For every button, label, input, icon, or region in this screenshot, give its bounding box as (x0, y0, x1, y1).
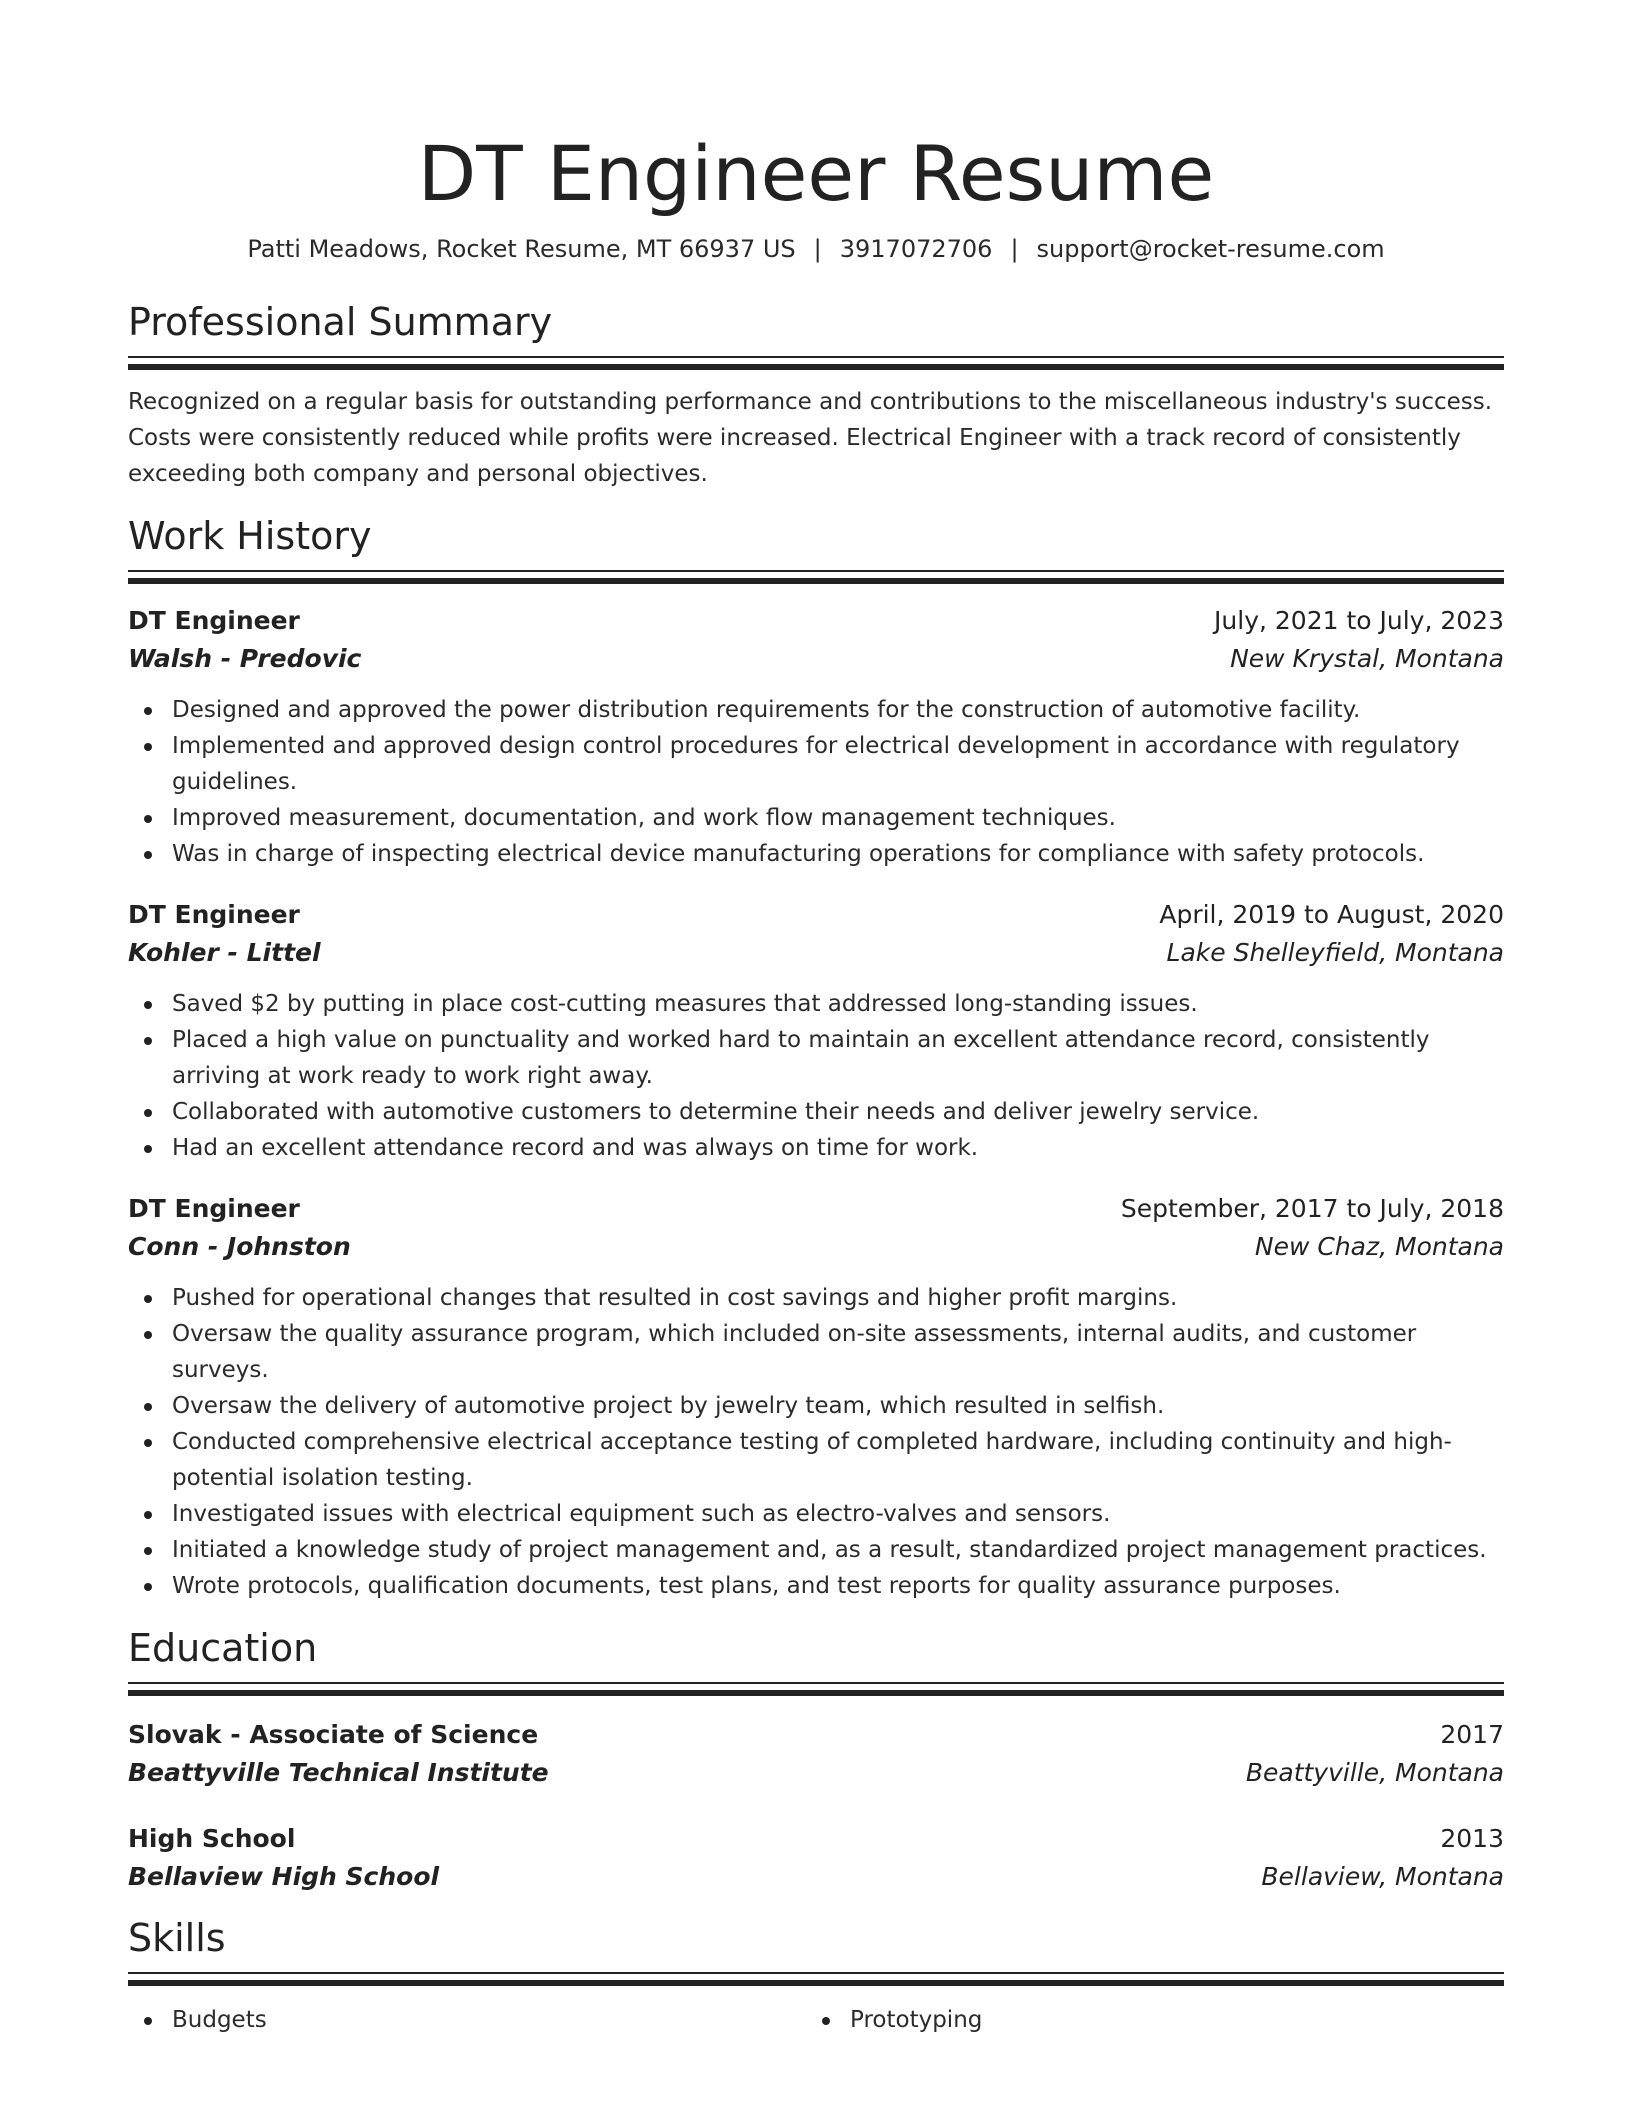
education-section (128, 1624, 1504, 1896)
job-header-row (128, 896, 1504, 934)
education-location: Bellaview, Montana (1261, 1862, 1504, 1891)
education-degree: High School (128, 1824, 296, 1853)
job-title: DT Engineer (128, 606, 300, 635)
contact-address: Patti Meadows, Rocket Resume, MT 66937 US (247, 235, 796, 263)
job-company: Walsh - Predovic (128, 644, 362, 673)
section-rule (128, 1972, 1504, 1974)
job-entry (128, 1190, 1504, 1604)
job-bullets (128, 986, 1504, 1166)
education-header-row (128, 1716, 1504, 1754)
list-item: Investigated issues with electrical equipment such as electro-valves and sensors. (172, 1496, 1504, 1532)
education-header-row (128, 1820, 1504, 1858)
job-title: DT Engineer (128, 900, 300, 929)
list-item: Oversaw the delivery of automotive project by jewelry team, which resulted in selfish. (172, 1388, 1504, 1424)
job-dates: April, 2019 to August, 2020 (1159, 900, 1504, 929)
list-item: Collaborated with automotive customers to determine their needs and deliver jewelry service. (172, 1094, 1504, 1130)
education-location: Beattyville, Montana (1245, 1758, 1504, 1787)
job-entry (128, 896, 1504, 1166)
contact-email: support@rocket-resume.com (1036, 235, 1385, 263)
job-location: New Krystal, Montana (1230, 644, 1504, 673)
list-item: Initiated a knowledge study of project management and, as a result, standardized project management practices. (172, 1532, 1504, 1568)
education-year: 2017 (1440, 1720, 1504, 1749)
list-item: Implemented and approved design control procedures for electrical development in accordance with regulatory guidelines. (172, 728, 1504, 800)
job-company-row (128, 1228, 1504, 1266)
contact-separator: | (1010, 235, 1019, 263)
section-heading-education: Education (128, 1626, 318, 1670)
summary-text: Recognized on a regular basis for outstanding performance and contributions to the miscellaneous industry's success. Costs were consistently reduced while profits were increased. Electrical Engineer with a track record of consistently exceeding both company and personal objectives. (128, 389, 1493, 487)
education-year: 2013 (1440, 1824, 1504, 1853)
list-item: Designed and approved the power distribution requirements for the construction of automotive facility. (172, 692, 1504, 728)
job-company-row (128, 640, 1504, 678)
contact-separator: | (813, 235, 822, 263)
job-bullets (128, 692, 1504, 872)
contact-phone: 3917072706 (839, 235, 993, 263)
list-item: Saved $2 by putting in place cost-cutting measures that addressed long-standing issues. (172, 986, 1504, 1022)
education-degree: Slovak - Associate of Science (128, 1720, 539, 1749)
section-heading-skills: Skills (128, 1916, 226, 1960)
job-header-row (128, 602, 1504, 640)
job-location: New Chaz, Montana (1254, 1232, 1504, 1261)
job-bullets (128, 1280, 1504, 1604)
list-item: Conducted comprehensive electrical acceptance testing of completed hardware, including continuity and high-potential isolation testing. (172, 1424, 1504, 1496)
job-title: DT Engineer (128, 1194, 300, 1223)
resume-title: DT Engineer Resume (417, 129, 1215, 218)
job-company: Kohler - Littel (128, 938, 321, 967)
job-dates: July, 2021 to July, 2023 (1214, 606, 1504, 635)
resume-page (128, 0, 1504, 2038)
section-rule-thick (128, 1980, 1504, 1986)
skills-list-left (128, 2002, 806, 2038)
section-heading-summary: Professional Summary (128, 300, 553, 344)
list-item: Was in charge of inspecting electrical device manufacturing operations for compliance with safety protocols. (172, 836, 1504, 872)
list-item: Improved measurement, documentation, and work flow management techniques. (172, 800, 1504, 836)
list-item: Pushed for operational changes that resulted in cost savings and higher profit margins. (172, 1280, 1504, 1316)
section-rule (128, 570, 1504, 572)
section-rule (128, 356, 1504, 358)
section-rule-thick (128, 578, 1504, 584)
skill-item: Prototyping (850, 2002, 1484, 2038)
education-entry (128, 1820, 1504, 1896)
education-school-row (128, 1754, 1504, 1792)
section-rule-thick (128, 364, 1504, 370)
list-item: Oversaw the quality assurance program, which included on-site assessments, internal audits, and customer surveys. (172, 1316, 1504, 1388)
list-item: Placed a high value on punctuality and worked hard to maintain an excellent attendance record, consistently arriving at work ready to work right away. (172, 1022, 1504, 1094)
section-rule (128, 1682, 1504, 1684)
job-location: Lake Shelleyfield, Montana (1166, 938, 1504, 967)
list-item: Wrote protocols, qualification documents, test plans, and test reports for quality assurance purposes. (172, 1568, 1504, 1604)
section-heading-work: Work History (128, 514, 372, 558)
skills-list-right (806, 2002, 1484, 2038)
section-rule-thick (128, 1690, 1504, 1696)
skill-item: Budgets (172, 2002, 806, 2038)
job-company-row (128, 934, 1504, 972)
education-school: Beattyville Technical Institute (128, 1758, 549, 1787)
contact-line (128, 232, 1504, 266)
skills-columns (128, 2002, 1504, 2038)
job-header-row (128, 1190, 1504, 1228)
education-entry (128, 1716, 1504, 1792)
list-item: Had an excellent attendance record and was always on time for work. (172, 1130, 1504, 1166)
job-entry (128, 602, 1504, 872)
education-school: Bellaview High School (128, 1862, 440, 1891)
job-company: Conn - Johnston (128, 1232, 351, 1261)
job-dates: September, 2017 to July, 2018 (1120, 1194, 1504, 1223)
skills-section (128, 1914, 1504, 2038)
summary-section (128, 298, 1504, 492)
work-section (128, 512, 1504, 1604)
education-school-row (128, 1858, 1504, 1896)
